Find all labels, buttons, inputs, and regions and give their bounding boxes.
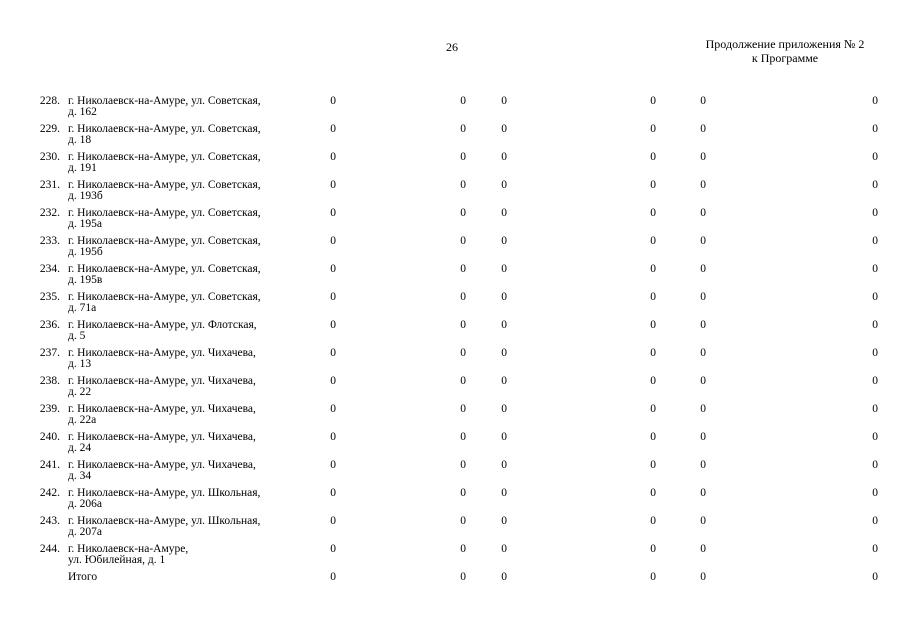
row-value-col-4: 0	[650, 263, 656, 275]
row-value-col-2: 0	[460, 431, 466, 443]
row-number: 236.	[39, 319, 60, 331]
row-value-col-2: 0	[460, 459, 466, 471]
row-value-col-6: 0	[872, 95, 878, 107]
row-number: 229.	[39, 123, 60, 135]
row-value-col-4: 0	[650, 543, 656, 555]
row-number: 238.	[39, 375, 60, 387]
row-value-col-3: 0	[501, 319, 507, 331]
table-row	[0, 432, 905, 460]
appendix-note	[690, 37, 880, 65]
row-value-col-3: 0	[501, 263, 507, 275]
table-row	[0, 208, 905, 236]
row-value-col-1: 0	[330, 431, 336, 443]
table-row	[0, 264, 905, 292]
table-row	[0, 376, 905, 404]
row-number: 230.	[39, 151, 60, 163]
appendix-note-line-2: к Программе	[751, 51, 819, 65]
row-value-col-5: 0	[700, 571, 706, 583]
row-value-col-1: 0	[330, 543, 336, 555]
row-value-col-2: 0	[460, 123, 466, 135]
row-value-col-1: 0	[330, 403, 336, 415]
row-number: 232.	[39, 207, 60, 219]
row-value-col-1: 0	[330, 375, 336, 387]
row-address: г. Николаевск-на-Амуре, ул. Советская, д. 162	[68, 95, 261, 118]
row-number: 233.	[39, 235, 60, 247]
row-value-col-6: 0	[872, 291, 878, 303]
row-value-col-1: 0	[330, 95, 336, 107]
row-value-col-5: 0	[700, 123, 706, 135]
row-value-col-1: 0	[330, 459, 336, 471]
row-value-col-2: 0	[460, 235, 466, 247]
row-address: г. Николаевск-на-Амуре, ул. Советская, д. 195а	[68, 207, 261, 230]
row-value-col-2: 0	[460, 515, 466, 527]
table-row	[0, 348, 905, 376]
row-address: г. Николаевск-на-Амуре, ул. Чихачева, д. 22а	[68, 403, 256, 426]
table-row	[0, 572, 905, 600]
row-value-col-5: 0	[700, 487, 706, 499]
row-value-col-5: 0	[700, 431, 706, 443]
row-value-col-3: 0	[501, 95, 507, 107]
row-value-col-6: 0	[872, 263, 878, 275]
row-value-col-3: 0	[501, 403, 507, 415]
row-value-col-4: 0	[650, 375, 656, 387]
row-value-col-4: 0	[650, 347, 656, 359]
row-value-col-6: 0	[872, 123, 878, 135]
appendix-note-line-1: Продолжение приложения № 2	[705, 37, 865, 51]
row-value-col-5: 0	[700, 95, 706, 107]
row-value-col-5: 0	[700, 515, 706, 527]
row-value-col-3: 0	[501, 151, 507, 163]
table-row	[0, 124, 905, 152]
row-number: 243.	[39, 515, 60, 527]
row-value-col-1: 0	[330, 347, 336, 359]
row-value-col-2: 0	[460, 151, 466, 163]
row-value-col-4: 0	[650, 235, 656, 247]
row-value-col-6: 0	[872, 207, 878, 219]
row-value-col-4: 0	[650, 319, 656, 331]
row-address: г. Николаевск-на-Амуре, ул. Чихачева, д. 24	[68, 431, 256, 454]
row-value-col-6: 0	[872, 179, 878, 191]
row-number: 241.	[39, 459, 60, 471]
row-value-col-4: 0	[650, 291, 656, 303]
row-value-col-4: 0	[650, 207, 656, 219]
row-value-col-6: 0	[872, 319, 878, 331]
row-value-col-5: 0	[700, 347, 706, 359]
row-address: г. Николаевск-на-Амуре, ул. Чихачева, д. 13	[68, 347, 256, 370]
table-row	[0, 460, 905, 488]
row-number: 237.	[39, 347, 60, 359]
row-value-col-3: 0	[501, 431, 507, 443]
row-value-col-4: 0	[650, 431, 656, 443]
row-value-col-5: 0	[700, 375, 706, 387]
row-value-col-6: 0	[872, 487, 878, 499]
row-address: г. Николаевск-на-Амуре, ул. Советская, д. 191	[68, 151, 261, 174]
row-value-col-2: 0	[460, 179, 466, 191]
row-value-col-5: 0	[700, 235, 706, 247]
row-value-col-6: 0	[872, 459, 878, 471]
row-value-col-2: 0	[460, 543, 466, 555]
row-value-col-5: 0	[700, 543, 706, 555]
row-number: 235.	[39, 291, 60, 303]
row-value-col-4: 0	[650, 459, 656, 471]
row-value-col-5: 0	[700, 291, 706, 303]
row-value-col-3: 0	[501, 375, 507, 387]
row-value-col-5: 0	[700, 179, 706, 191]
table-row	[0, 516, 905, 544]
row-value-col-5: 0	[700, 459, 706, 471]
row-value-col-3: 0	[501, 179, 507, 191]
row-value-col-2: 0	[460, 207, 466, 219]
row-address: г. Николаевск-на-Амуре, ул. Школьная, д. 207а	[68, 515, 261, 538]
row-value-col-4: 0	[650, 151, 656, 163]
row-value-col-1: 0	[330, 151, 336, 163]
row-number: 242.	[39, 487, 60, 499]
table-row	[0, 544, 905, 572]
row-value-col-1: 0	[330, 291, 336, 303]
row-value-col-4: 0	[650, 123, 656, 135]
table-row	[0, 152, 905, 180]
row-value-col-6: 0	[872, 515, 878, 527]
row-value-col-3: 0	[501, 347, 507, 359]
row-value-col-2: 0	[460, 291, 466, 303]
row-value-col-2: 0	[460, 95, 466, 107]
page-number: 26	[446, 40, 458, 54]
row-address: г. Николаевск-на-Амуре, ул. Советская, д. 71а	[68, 291, 261, 314]
row-value-col-3: 0	[501, 235, 507, 247]
row-value-col-1: 0	[330, 571, 336, 583]
table-row	[0, 96, 905, 124]
row-address: г. Николаевск-на-Амуре, ул. Советская, д. 195б	[68, 235, 261, 258]
row-value-col-1: 0	[330, 123, 336, 135]
table-row	[0, 488, 905, 516]
table-row	[0, 404, 905, 432]
table-row	[0, 236, 905, 264]
table-row	[0, 180, 905, 208]
row-value-col-1: 0	[330, 263, 336, 275]
row-value-col-5: 0	[700, 151, 706, 163]
row-number: 239.	[39, 403, 60, 415]
table-row	[0, 292, 905, 320]
row-value-col-4: 0	[650, 487, 656, 499]
row-value-col-6: 0	[872, 571, 878, 583]
row-value-col-3: 0	[501, 291, 507, 303]
row-value-col-2: 0	[460, 571, 466, 583]
row-value-col-6: 0	[872, 375, 878, 387]
row-value-col-2: 0	[460, 263, 466, 275]
row-number: 231.	[39, 179, 60, 191]
row-value-col-6: 0	[872, 235, 878, 247]
row-value-col-4: 0	[650, 403, 656, 415]
row-number: 240.	[39, 431, 60, 443]
row-value-col-4: 0	[650, 515, 656, 527]
row-value-col-5: 0	[700, 207, 706, 219]
row-value-col-3: 0	[501, 487, 507, 499]
row-value-col-2: 0	[460, 375, 466, 387]
row-value-col-1: 0	[330, 515, 336, 527]
row-value-col-2: 0	[460, 319, 466, 331]
row-value-col-2: 0	[460, 487, 466, 499]
row-address: г. Николаевск-на-Амуре, ул. Советская, д. 195в	[68, 263, 261, 286]
table-row	[0, 320, 905, 348]
row-value-col-3: 0	[501, 571, 507, 583]
row-value-col-6: 0	[872, 347, 878, 359]
row-value-col-2: 0	[460, 403, 466, 415]
row-value-col-3: 0	[501, 459, 507, 471]
row-value-col-1: 0	[330, 319, 336, 331]
row-number: 244.	[39, 543, 60, 555]
row-address: г. Николаевск-на-Амуре, ул. Флотская, д. 5	[68, 319, 257, 342]
row-number: 234.	[39, 263, 60, 275]
row-value-col-2: 0	[460, 347, 466, 359]
row-number: 228.	[39, 95, 60, 107]
row-value-col-1: 0	[330, 207, 336, 219]
row-value-col-3: 0	[501, 207, 507, 219]
row-value-col-1: 0	[330, 235, 336, 247]
row-value-col-6: 0	[872, 403, 878, 415]
row-value-col-4: 0	[650, 95, 656, 107]
row-address: Итого	[68, 571, 98, 583]
row-address: г. Николаевск-на-Амуре, ул. Советская, д. 193б	[68, 179, 261, 202]
row-value-col-5: 0	[700, 263, 706, 275]
row-value-col-6: 0	[872, 431, 878, 443]
row-address: г. Николаевск-на-Амуре, ул. Чихачева, д. 34	[68, 459, 256, 482]
row-value-col-3: 0	[501, 123, 507, 135]
row-address: г. Николаевск-на-Амуре, ул. Чихачева, д. 22	[68, 375, 256, 398]
row-value-col-4: 0	[650, 571, 656, 583]
row-value-col-1: 0	[330, 487, 336, 499]
row-value-col-5: 0	[700, 403, 706, 415]
row-value-col-1: 0	[330, 179, 336, 191]
row-value-col-5: 0	[700, 319, 706, 331]
row-address: г. Николаевск-на-Амуре, ул. Советская, д. 18	[68, 123, 261, 146]
row-value-col-6: 0	[872, 151, 878, 163]
row-value-col-3: 0	[501, 543, 507, 555]
row-value-col-4: 0	[650, 179, 656, 191]
row-address: г. Николаевск-на-Амуре, ул. Школьная, д. 206а	[68, 487, 261, 510]
row-address: г. Николаевск-на-Амуре, ул. Юбилейная, д. 1	[68, 543, 189, 566]
row-value-col-6: 0	[872, 543, 878, 555]
row-value-col-3: 0	[501, 515, 507, 527]
